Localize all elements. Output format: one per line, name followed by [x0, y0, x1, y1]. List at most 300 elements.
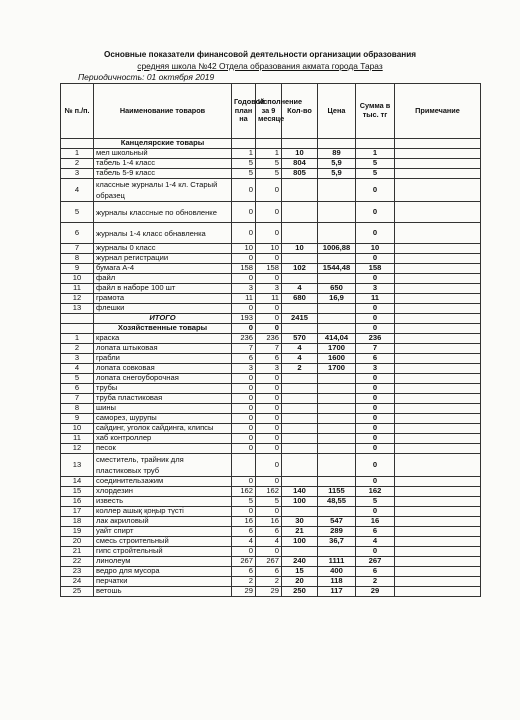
row-price: 1600 [318, 354, 356, 364]
row-number: 20 [61, 537, 94, 547]
row-exec: 16 [256, 517, 282, 527]
row-qty [282, 374, 318, 384]
row-sum: 4 [356, 537, 395, 547]
row-note [395, 294, 481, 304]
row-note [395, 567, 481, 577]
row-qty: 250 [282, 587, 318, 597]
row-plan: 7 [232, 344, 256, 354]
document-title: Основные показатели финансовой деятельности организации образования [103, 50, 417, 59]
table-row [61, 424, 481, 434]
col-header-name: Наименование товаров [94, 84, 232, 139]
row-number: 7 [61, 394, 94, 404]
table-row [61, 587, 481, 597]
row-plan: 0 [232, 374, 256, 384]
row-name: мел школьный [94, 149, 232, 159]
row-price: 89 [318, 149, 356, 159]
row-number: 9 [61, 264, 94, 274]
row-qty: 15 [282, 567, 318, 577]
row-sum: 0 [356, 254, 395, 264]
row-name: файл в наборе 100 шт [94, 284, 232, 294]
row-exec: 0 [256, 477, 282, 487]
row-qty [282, 274, 318, 284]
row-sum: 158 [356, 264, 395, 274]
row-sum: 236 [356, 334, 395, 344]
table-row [61, 149, 481, 159]
row-price [318, 454, 356, 477]
row-price [318, 444, 356, 454]
row-sum: 162 [356, 487, 395, 497]
row-plan: 0 [232, 179, 256, 202]
row-qty: 804 [282, 159, 318, 169]
row-note [395, 344, 481, 354]
row-price [318, 394, 356, 404]
row-exec: 2 [256, 577, 282, 587]
row-name: лопата снегоуборочная [94, 374, 232, 384]
row-name: журналы 1-4 класс обнавленка [94, 223, 232, 244]
section-note [395, 139, 481, 149]
row-plan: 5 [232, 159, 256, 169]
row-exec: 0 [256, 434, 282, 444]
row-qty: 4 [282, 284, 318, 294]
row-note [395, 149, 481, 159]
row-qty [282, 454, 318, 477]
row-price [318, 202, 356, 223]
row-exec: 162 [256, 487, 282, 497]
row-note [395, 517, 481, 527]
row-sum: 2 [356, 577, 395, 587]
row-name: ветошь [94, 587, 232, 597]
row-note [395, 274, 481, 284]
row-exec: 0 [256, 202, 282, 223]
row-exec: 3 [256, 284, 282, 294]
row-name: перчатки [94, 577, 232, 587]
row-price: 1700 [318, 344, 356, 354]
row-plan: 0 [232, 507, 256, 517]
row-exec: 1 [256, 149, 282, 159]
row-price: 650 [318, 284, 356, 294]
row-price: 1006,88 [318, 244, 356, 254]
row-note [395, 547, 481, 557]
table-row [61, 244, 481, 254]
row-plan: 29 [232, 587, 256, 597]
row-qty: 4 [282, 354, 318, 364]
row-plan: 16 [232, 517, 256, 527]
row-number: 4 [61, 179, 94, 202]
row-exec: 0 [256, 179, 282, 202]
row-price: 48,55 [318, 497, 356, 507]
section-sum [356, 139, 395, 149]
row-name: лак акриловый [94, 517, 232, 527]
row-qty: 102 [282, 264, 318, 274]
row-note [395, 334, 481, 344]
row-sum: 0 [356, 444, 395, 454]
section-plan: 0 [232, 324, 256, 334]
row-number: 6 [61, 384, 94, 394]
row-price [318, 507, 356, 517]
row-sum: 0 [356, 404, 395, 414]
row-plan: 11 [232, 294, 256, 304]
row-note [395, 254, 481, 264]
row-number: 1 [61, 149, 94, 159]
row-number: 23 [61, 567, 94, 577]
row-price [318, 424, 356, 434]
row-sum: 29 [356, 587, 395, 597]
row-name: песок [94, 444, 232, 454]
row-plan: 5 [232, 169, 256, 179]
row-name: журналы классные по обновленке [94, 202, 232, 223]
table-body [61, 139, 481, 597]
section-price [318, 324, 356, 334]
row-plan: 0 [232, 444, 256, 454]
row-price: 16,9 [318, 294, 356, 304]
section-sum: 0 [356, 324, 395, 334]
row-name: табель 1-4 класс [94, 159, 232, 169]
row-note [395, 414, 481, 424]
row-qty: 805 [282, 169, 318, 179]
table-row [61, 434, 481, 444]
row-name: хаб контроллер [94, 434, 232, 444]
col-header-num: № п./п. [61, 84, 94, 139]
row-exec: 5 [256, 159, 282, 169]
row-name: ведро для мусора [94, 567, 232, 577]
section-plan [232, 139, 256, 149]
table-row [61, 169, 481, 179]
row-qty [282, 414, 318, 424]
row-price [318, 314, 356, 324]
row-name: гипс стройтельный [94, 547, 232, 557]
table-row [61, 557, 481, 567]
section-note [395, 324, 481, 334]
row-exec: 0 [256, 304, 282, 314]
section-exec: 0 [256, 324, 282, 334]
row-note [395, 404, 481, 414]
row-number: 3 [61, 169, 94, 179]
row-note [395, 159, 481, 169]
row-name: журналы 0 класс [94, 244, 232, 254]
row-number: 22 [61, 557, 94, 567]
row-name: журнал регистрации [94, 254, 232, 264]
row-note [395, 314, 481, 324]
row-note [395, 497, 481, 507]
row-sum: 10 [356, 244, 395, 254]
row-note [395, 384, 481, 394]
row-plan: 0 [232, 414, 256, 424]
row-qty: 2 [282, 364, 318, 374]
row-qty: 140 [282, 487, 318, 497]
row-note [395, 264, 481, 274]
row-number: 12 [61, 294, 94, 304]
row-price: 118 [318, 577, 356, 587]
row-plan: 6 [232, 527, 256, 537]
row-note [395, 527, 481, 537]
row-number: 12 [61, 444, 94, 454]
row-note [395, 244, 481, 254]
row-note [395, 364, 481, 374]
row-qty: 570 [282, 334, 318, 344]
row-sum: 0 [356, 477, 395, 487]
table-row [61, 414, 481, 424]
row-note [395, 202, 481, 223]
row-sum: 6 [356, 527, 395, 537]
row-exec: 6 [256, 354, 282, 364]
row-number: 17 [61, 507, 94, 517]
row-note [395, 424, 481, 434]
row-exec: 5 [256, 169, 282, 179]
row-sum: 0 [356, 394, 395, 404]
row-qty [282, 202, 318, 223]
row-qty: 10 [282, 244, 318, 254]
row-number: 13 [61, 304, 94, 314]
table-row [61, 517, 481, 527]
row-number: 10 [61, 424, 94, 434]
row-price [318, 404, 356, 414]
row-sum: 16 [356, 517, 395, 527]
row-name: классные журналы 1-4 кл. Старый образец [94, 179, 232, 202]
row-sum: 3 [356, 364, 395, 374]
table-row [61, 507, 481, 517]
table-row [61, 497, 481, 507]
row-plan: 2 [232, 577, 256, 587]
table-row [61, 487, 481, 497]
row-sum: 1 [356, 149, 395, 159]
row-number: 4 [61, 364, 94, 374]
row-plan: 0 [232, 223, 256, 244]
row-qty: 100 [282, 537, 318, 547]
table-row [61, 314, 481, 324]
row-number: 25 [61, 587, 94, 597]
indicators-table [60, 83, 481, 597]
row-qty [282, 223, 318, 244]
row-name: саморез, шурупы [94, 414, 232, 424]
row-number: 13 [61, 454, 94, 477]
row-sum: 0 [356, 274, 395, 284]
col-header-exec: Исполнение за 9 месяце [256, 84, 282, 139]
table-row [61, 304, 481, 314]
row-sum: 0 [356, 414, 395, 424]
table-row [61, 384, 481, 394]
row-sum: 0 [356, 507, 395, 517]
row-number: 24 [61, 577, 94, 587]
row-sum: 0 [356, 384, 395, 394]
row-exec: 0 [256, 454, 282, 477]
row-sum: 5 [356, 169, 395, 179]
table-row [61, 577, 481, 587]
row-price: 1700 [318, 364, 356, 374]
period-label: Периодичность: 01 октября 2019 [78, 72, 215, 82]
row-price: 1544,48 [318, 264, 356, 274]
table-row [61, 274, 481, 284]
row-price: 36,7 [318, 537, 356, 547]
row-price [318, 477, 356, 487]
section-qty [282, 324, 318, 334]
col-header-plan: Годовой план на [232, 84, 256, 139]
row-exec: 4 [256, 537, 282, 547]
row-price [318, 179, 356, 202]
row-name: шины [94, 404, 232, 414]
row-qty: 4 [282, 344, 318, 354]
row-sum: 5 [356, 159, 395, 169]
row-name: смесь строительный [94, 537, 232, 547]
row-name: уайт спирт [94, 527, 232, 537]
table-row [61, 394, 481, 404]
table-row [61, 254, 481, 264]
row-qty [282, 304, 318, 314]
col-header-note: Примечание [395, 84, 481, 139]
row-number: 5 [61, 374, 94, 384]
row-exec: 0 [256, 223, 282, 244]
row-name: сайдинг, уголок сайдинга, клипсы [94, 424, 232, 434]
document-subtitle: средняя школа №42 Отдела образования акмата города Тараз [137, 61, 383, 71]
row-exec: 158 [256, 264, 282, 274]
table-row [61, 537, 481, 547]
row-sum: 267 [356, 557, 395, 567]
row-plan: 0 [232, 394, 256, 404]
row-qty: 240 [282, 557, 318, 567]
row-price [318, 274, 356, 284]
row-exec: 0 [256, 254, 282, 264]
row-name: известь [94, 497, 232, 507]
row-plan: 236 [232, 334, 256, 344]
row-qty [282, 424, 318, 434]
table-row [61, 354, 481, 364]
row-number: 15 [61, 487, 94, 497]
section-exec [256, 139, 282, 149]
table-row [61, 454, 481, 477]
row-plan: 0 [232, 254, 256, 264]
row-plan: 5 [232, 497, 256, 507]
row-exec: 0 [256, 384, 282, 394]
row-number: 21 [61, 547, 94, 557]
row-sum: 6 [356, 354, 395, 364]
row-name: грамота [94, 294, 232, 304]
row-note [395, 434, 481, 444]
row-sum: 0 [356, 454, 395, 477]
row-price [318, 223, 356, 244]
row-plan: 1 [232, 149, 256, 159]
row-note [395, 169, 481, 179]
row-exec: 0 [256, 314, 282, 324]
row-name: лопата совковая [94, 364, 232, 374]
row-name: грабли [94, 354, 232, 364]
row-qty [282, 507, 318, 517]
row-sum: 0 [356, 304, 395, 314]
row-number: 11 [61, 284, 94, 294]
row-plan: 3 [232, 364, 256, 374]
row-number: 2 [61, 344, 94, 354]
row-price: 400 [318, 567, 356, 577]
row-number: 6 [61, 223, 94, 244]
row-exec: 0 [256, 547, 282, 557]
row-note [395, 577, 481, 587]
row-sum: 0 [356, 374, 395, 384]
row-exec: 0 [256, 404, 282, 414]
row-plan: 0 [232, 547, 256, 557]
row-sum: 5 [356, 497, 395, 507]
row-qty: 30 [282, 517, 318, 527]
row-exec: 3 [256, 364, 282, 374]
row-number: 14 [61, 477, 94, 487]
row-plan: 162 [232, 487, 256, 497]
row-qty [282, 179, 318, 202]
row-qty: 100 [282, 497, 318, 507]
row-note [395, 537, 481, 547]
col-header-sum: Сумма в тыс. тг [356, 84, 395, 139]
col-header-qty: Кол-во [282, 84, 318, 139]
row-sum: 7 [356, 344, 395, 354]
row-qty [282, 404, 318, 414]
section-qty [282, 139, 318, 149]
row-exec: 0 [256, 394, 282, 404]
row-exec: 0 [256, 274, 282, 284]
row-name: линолеум [94, 557, 232, 567]
row-price: 414,04 [318, 334, 356, 344]
row-exec: 236 [256, 334, 282, 344]
row-number: 19 [61, 527, 94, 537]
row-name: табель 5-9 класс [94, 169, 232, 179]
table-row [61, 334, 481, 344]
row-name: труба пластиковая [94, 394, 232, 404]
row-name: флешки [94, 304, 232, 314]
row-qty: 21 [282, 527, 318, 537]
row-plan: 0 [232, 384, 256, 394]
row-plan: 3 [232, 284, 256, 294]
row-price: 117 [318, 587, 356, 597]
row-name: трубы [94, 384, 232, 394]
row-qty: 2415 [282, 314, 318, 324]
row-sum: 0 [356, 179, 395, 202]
row-exec: 0 [256, 444, 282, 454]
row-plan: 0 [232, 424, 256, 434]
row-price [318, 384, 356, 394]
row-number: 11 [61, 434, 94, 444]
table-row [61, 364, 481, 374]
row-note [395, 374, 481, 384]
section-header-row [61, 324, 481, 334]
section-num-cell [61, 139, 94, 149]
row-number: 2 [61, 159, 94, 169]
row-qty: 680 [282, 294, 318, 304]
table-row [61, 344, 481, 354]
table-row [61, 223, 481, 244]
row-price [318, 304, 356, 314]
row-note [395, 444, 481, 454]
row-price: 547 [318, 517, 356, 527]
row-note [395, 304, 481, 314]
row-exec: 7 [256, 344, 282, 354]
row-note [395, 284, 481, 294]
table-row [61, 159, 481, 169]
row-plan: 158 [232, 264, 256, 274]
row-qty [282, 477, 318, 487]
row-sum: 0 [356, 223, 395, 244]
row-note [395, 507, 481, 517]
col-header-price: Цена [318, 84, 356, 139]
row-number: 3 [61, 354, 94, 364]
table-row [61, 284, 481, 294]
row-qty [282, 394, 318, 404]
row-number: 18 [61, 517, 94, 527]
table-row [61, 294, 481, 304]
row-exec: 0 [256, 424, 282, 434]
section-price [318, 139, 356, 149]
row-name: сместитель, трайник для пластиковых труб [94, 454, 232, 477]
row-sum: 0 [356, 314, 395, 324]
table-row [61, 547, 481, 557]
row-number [61, 314, 94, 324]
row-name: ИТОГО [94, 314, 232, 324]
row-note [395, 223, 481, 244]
row-name: бумага А-4 [94, 264, 232, 274]
